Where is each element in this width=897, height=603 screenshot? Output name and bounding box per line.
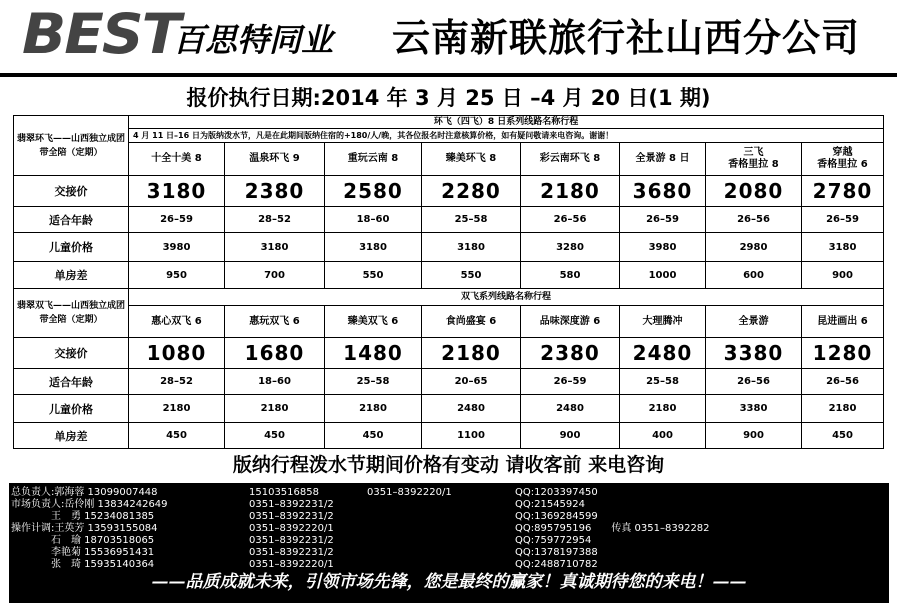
section1-price-cell: 2080 — [706, 176, 802, 207]
footer-contact-b: 0351–8392231/2 — [249, 547, 334, 558]
section2-single-cell: 450 — [802, 423, 884, 449]
section1-routes-cell: 三飞 香格里拉 8 — [706, 143, 802, 176]
section1-routes-cell: 温泉环飞 9 — [225, 143, 325, 176]
section2-age-cell: 26–56 — [706, 369, 802, 395]
section2-routes-cell: 昆进画出 6 — [802, 306, 884, 338]
section2-price-label: 交接价 — [14, 338, 129, 369]
section1-age-cell: 26–56 — [706, 207, 802, 233]
section2-routes-row — [14, 306, 884, 338]
section2-routes-cell: 食尚盛宴 6 — [422, 306, 521, 338]
footer-contact-a: 李艳菊 15536951431 — [11, 547, 155, 558]
section1-age-cell: 26–59 — [802, 207, 884, 233]
section2-single-cell: 450 — [325, 423, 422, 449]
section1-single-label: 单房差 — [14, 262, 129, 289]
quote-date-title: 报价执行日期:2014 年 3 月 25 日 –4 月 20 日(1 期) — [186, 86, 711, 110]
section1-price-label: 交接价 — [14, 176, 129, 207]
section2-child-cell: 2180 — [325, 395, 422, 423]
section2-price-cell: 1480 — [325, 338, 422, 369]
section1-child-cell: 3280 — [521, 233, 620, 262]
section1-routes-row — [14, 143, 884, 176]
section1-price-row — [14, 176, 884, 207]
section2-child-cell: 2180 — [620, 395, 706, 423]
section2-age-cell: 18–60 — [225, 369, 325, 395]
section2-single-label: 单房差 — [14, 423, 129, 449]
section2-single-cell: 900 — [706, 423, 802, 449]
section2-routes-cell: 臻美双飞 6 — [325, 306, 422, 338]
section1-price-cell: 3680 — [620, 176, 706, 207]
best-logo: BEST — [22, 1, 180, 67]
section1-note: 4 月 11 日–16 日为版纳泼水节，凡是在此期间版纳住宿的+180/人/晚，其各位报名时注意核算价格，如有疑问敬请来电咨询。谢谢！ — [129, 129, 884, 143]
section2-price-cell: 2380 — [521, 338, 620, 369]
section2-routes-cell: 品味深度游 6 — [521, 306, 620, 338]
section1-child-cell: 3180 — [422, 233, 521, 262]
section2-left-note: 翡翠双飞——山西独立成团带全陪（定期） — [14, 289, 129, 338]
footer-contact-d: QQ:1378197388 — [515, 547, 598, 558]
footer-contact-d: QQ:21545924 — [515, 499, 586, 510]
section1-age-row — [14, 207, 884, 233]
section2-child-cell: 2180 — [225, 395, 325, 423]
section1-routes-cell: 重玩云南 8 — [325, 143, 422, 176]
section1-left-note: 翡翠环飞——山西独立成团带全陪（定期） — [14, 116, 129, 176]
section1-price-cell: 2380 — [225, 176, 325, 207]
footer-contact-a: 总负责人:郭海蓉 13099007448 — [11, 487, 158, 498]
section1-price-cell: 2780 — [802, 176, 884, 207]
section2-price-cell: 2480 — [620, 338, 706, 369]
section2-age-cell: 25–58 — [620, 369, 706, 395]
section1-child-cell: 3180 — [802, 233, 884, 262]
section1-single-cell: 900 — [802, 262, 884, 289]
footer-contact-a: 张 琦 15935140364 — [11, 559, 155, 570]
section2-price-cell: 1080 — [129, 338, 225, 369]
footer-contact-b: 15103516858 — [249, 487, 319, 498]
section1-age-cell: 26–59 — [620, 207, 706, 233]
footer-contact-a: 王 勇 15234081385 — [11, 511, 155, 522]
section2-title: 双飞系列线路名称行程 — [129, 289, 884, 306]
section1-age-cell: 28–52 — [225, 207, 325, 233]
notice-text: 版纳行程泼水节期间价格有变动 请收客前 来电咨询 — [232, 454, 665, 476]
section2-single-cell: 450 — [129, 423, 225, 449]
section2-child-row — [14, 395, 884, 423]
section2-child-cell: 3380 — [706, 395, 802, 423]
footer-contact-a: 市场负责人:岳伶刚 13834242649 — [11, 499, 168, 510]
section1-price-cell: 2580 — [325, 176, 422, 207]
footer-contact-d: QQ:759772954 — [515, 535, 592, 546]
header — [0, 0, 897, 72]
section2-price-cell: 3380 — [706, 338, 802, 369]
section1-single-cell: 1000 — [620, 262, 706, 289]
header-divider — [0, 73, 897, 77]
section1-price-cell: 2180 — [521, 176, 620, 207]
section1-routes-cell: 全景游 8 日 — [620, 143, 706, 176]
section2-price-cell: 1680 — [225, 338, 325, 369]
slogan: ——品质成就未来，引领市场先锋，您是最终的赢家！真诚期待您的来电！—— — [151, 572, 747, 592]
section2-age-cell: 26–56 — [802, 369, 884, 395]
section1-single-cell: 950 — [129, 262, 225, 289]
section1-routes-cell: 彩云南环飞 8 — [521, 143, 620, 176]
section1-child-cell: 2980 — [706, 233, 802, 262]
section2-child-cell: 2180 — [802, 395, 884, 423]
section2-age-cell: 26–59 — [521, 369, 620, 395]
contact-footer — [9, 483, 889, 603]
section1-price-cell: 2280 — [422, 176, 521, 207]
section2-single-cell: 900 — [521, 423, 620, 449]
footer-contact-d: QQ:1369284599 — [515, 511, 598, 522]
footer-contact-b: 0351–8392220/1 — [249, 523, 334, 534]
section2-child-label: 儿童价格 — [14, 395, 129, 423]
section1-child-row — [14, 233, 884, 262]
section2-age-row — [14, 369, 884, 395]
section2-age-cell: 25–58 — [325, 369, 422, 395]
section2-age-cell: 20–65 — [422, 369, 521, 395]
section2-routes-cell: 惠心双飞 6 — [129, 306, 225, 338]
section1-single-cell: 550 — [325, 262, 422, 289]
section1-child-cell: 3180 — [225, 233, 325, 262]
section1-child-cell: 3980 — [129, 233, 225, 262]
footer-contact-d: QQ:895795196 传真 0351–8392282 — [515, 523, 710, 534]
section2-single-cell: 450 — [225, 423, 325, 449]
footer-contact-b: 0351–8392220/1 — [249, 559, 334, 570]
section2-age-label: 适合年龄 — [14, 369, 129, 395]
section2-child-cell: 2480 — [521, 395, 620, 423]
footer-contact-b: 0351–8392231/2 — [249, 499, 334, 510]
section1-routes-cell: 臻美环飞 8 — [422, 143, 521, 176]
section1-age-cell: 18–60 — [325, 207, 422, 233]
section2-price-cell: 2180 — [422, 338, 521, 369]
section1-child-label: 儿童价格 — [14, 233, 129, 262]
section1-single-cell: 580 — [521, 262, 620, 289]
section2-child-cell: 2480 — [422, 395, 521, 423]
section2-price-cell: 1280 — [802, 338, 884, 369]
section1-child-cell: 3980 — [620, 233, 706, 262]
section2-child-cell: 2180 — [129, 395, 225, 423]
section2-age-cell: 28–52 — [129, 369, 225, 395]
section1-single-cell: 700 — [225, 262, 325, 289]
section2-routes-cell: 大理腾冲 — [620, 306, 706, 338]
section1-age-cell: 26–59 — [129, 207, 225, 233]
section2-price-row — [14, 338, 884, 369]
footer-contact-b: 0351–8392231/2 — [249, 535, 334, 546]
footer-contact-c: 0351–8392220/1 — [367, 487, 452, 498]
section1-age-cell: 26–56 — [521, 207, 620, 233]
section1-child-cell: 3180 — [325, 233, 422, 262]
section2-single-cell: 400 — [620, 423, 706, 449]
section1-single-cell: 550 — [422, 262, 521, 289]
footer-contact-d: QQ:2488710782 — [515, 559, 598, 570]
section2-single-cell: 1100 — [422, 423, 521, 449]
footer-contact-b: 0351–8392231/2 — [249, 511, 334, 522]
brand-name: 百思特同业 — [173, 21, 334, 59]
footer-contact-d: QQ:1203397450 — [515, 487, 598, 498]
section2-single-row — [14, 423, 884, 449]
section1-price-cell: 3180 — [129, 176, 225, 207]
section1-age-label: 适合年龄 — [14, 207, 129, 233]
section1-title: 环飞（四飞）8 日系列线路名称行程 — [129, 116, 884, 129]
section1-routes-cell: 穿越 香格里拉 6 — [802, 143, 884, 176]
section1-single-cell: 600 — [706, 262, 802, 289]
section1-single-row — [14, 262, 884, 289]
company-name: 云南新联旅行社山西分公司 — [392, 15, 861, 60]
section1-routes-cell: 十全十美 8 — [129, 143, 225, 176]
footer-contact-a: 操作计调:王英芳 13593155084 — [11, 523, 158, 534]
section1-age-cell: 25–58 — [422, 207, 521, 233]
section2-routes-cell: 全景游 — [706, 306, 802, 338]
section2-routes-cell: 惠玩双飞 6 — [225, 306, 325, 338]
price-table — [13, 115, 884, 449]
footer-contact-a: 石 瑜 18703518065 — [11, 535, 155, 546]
